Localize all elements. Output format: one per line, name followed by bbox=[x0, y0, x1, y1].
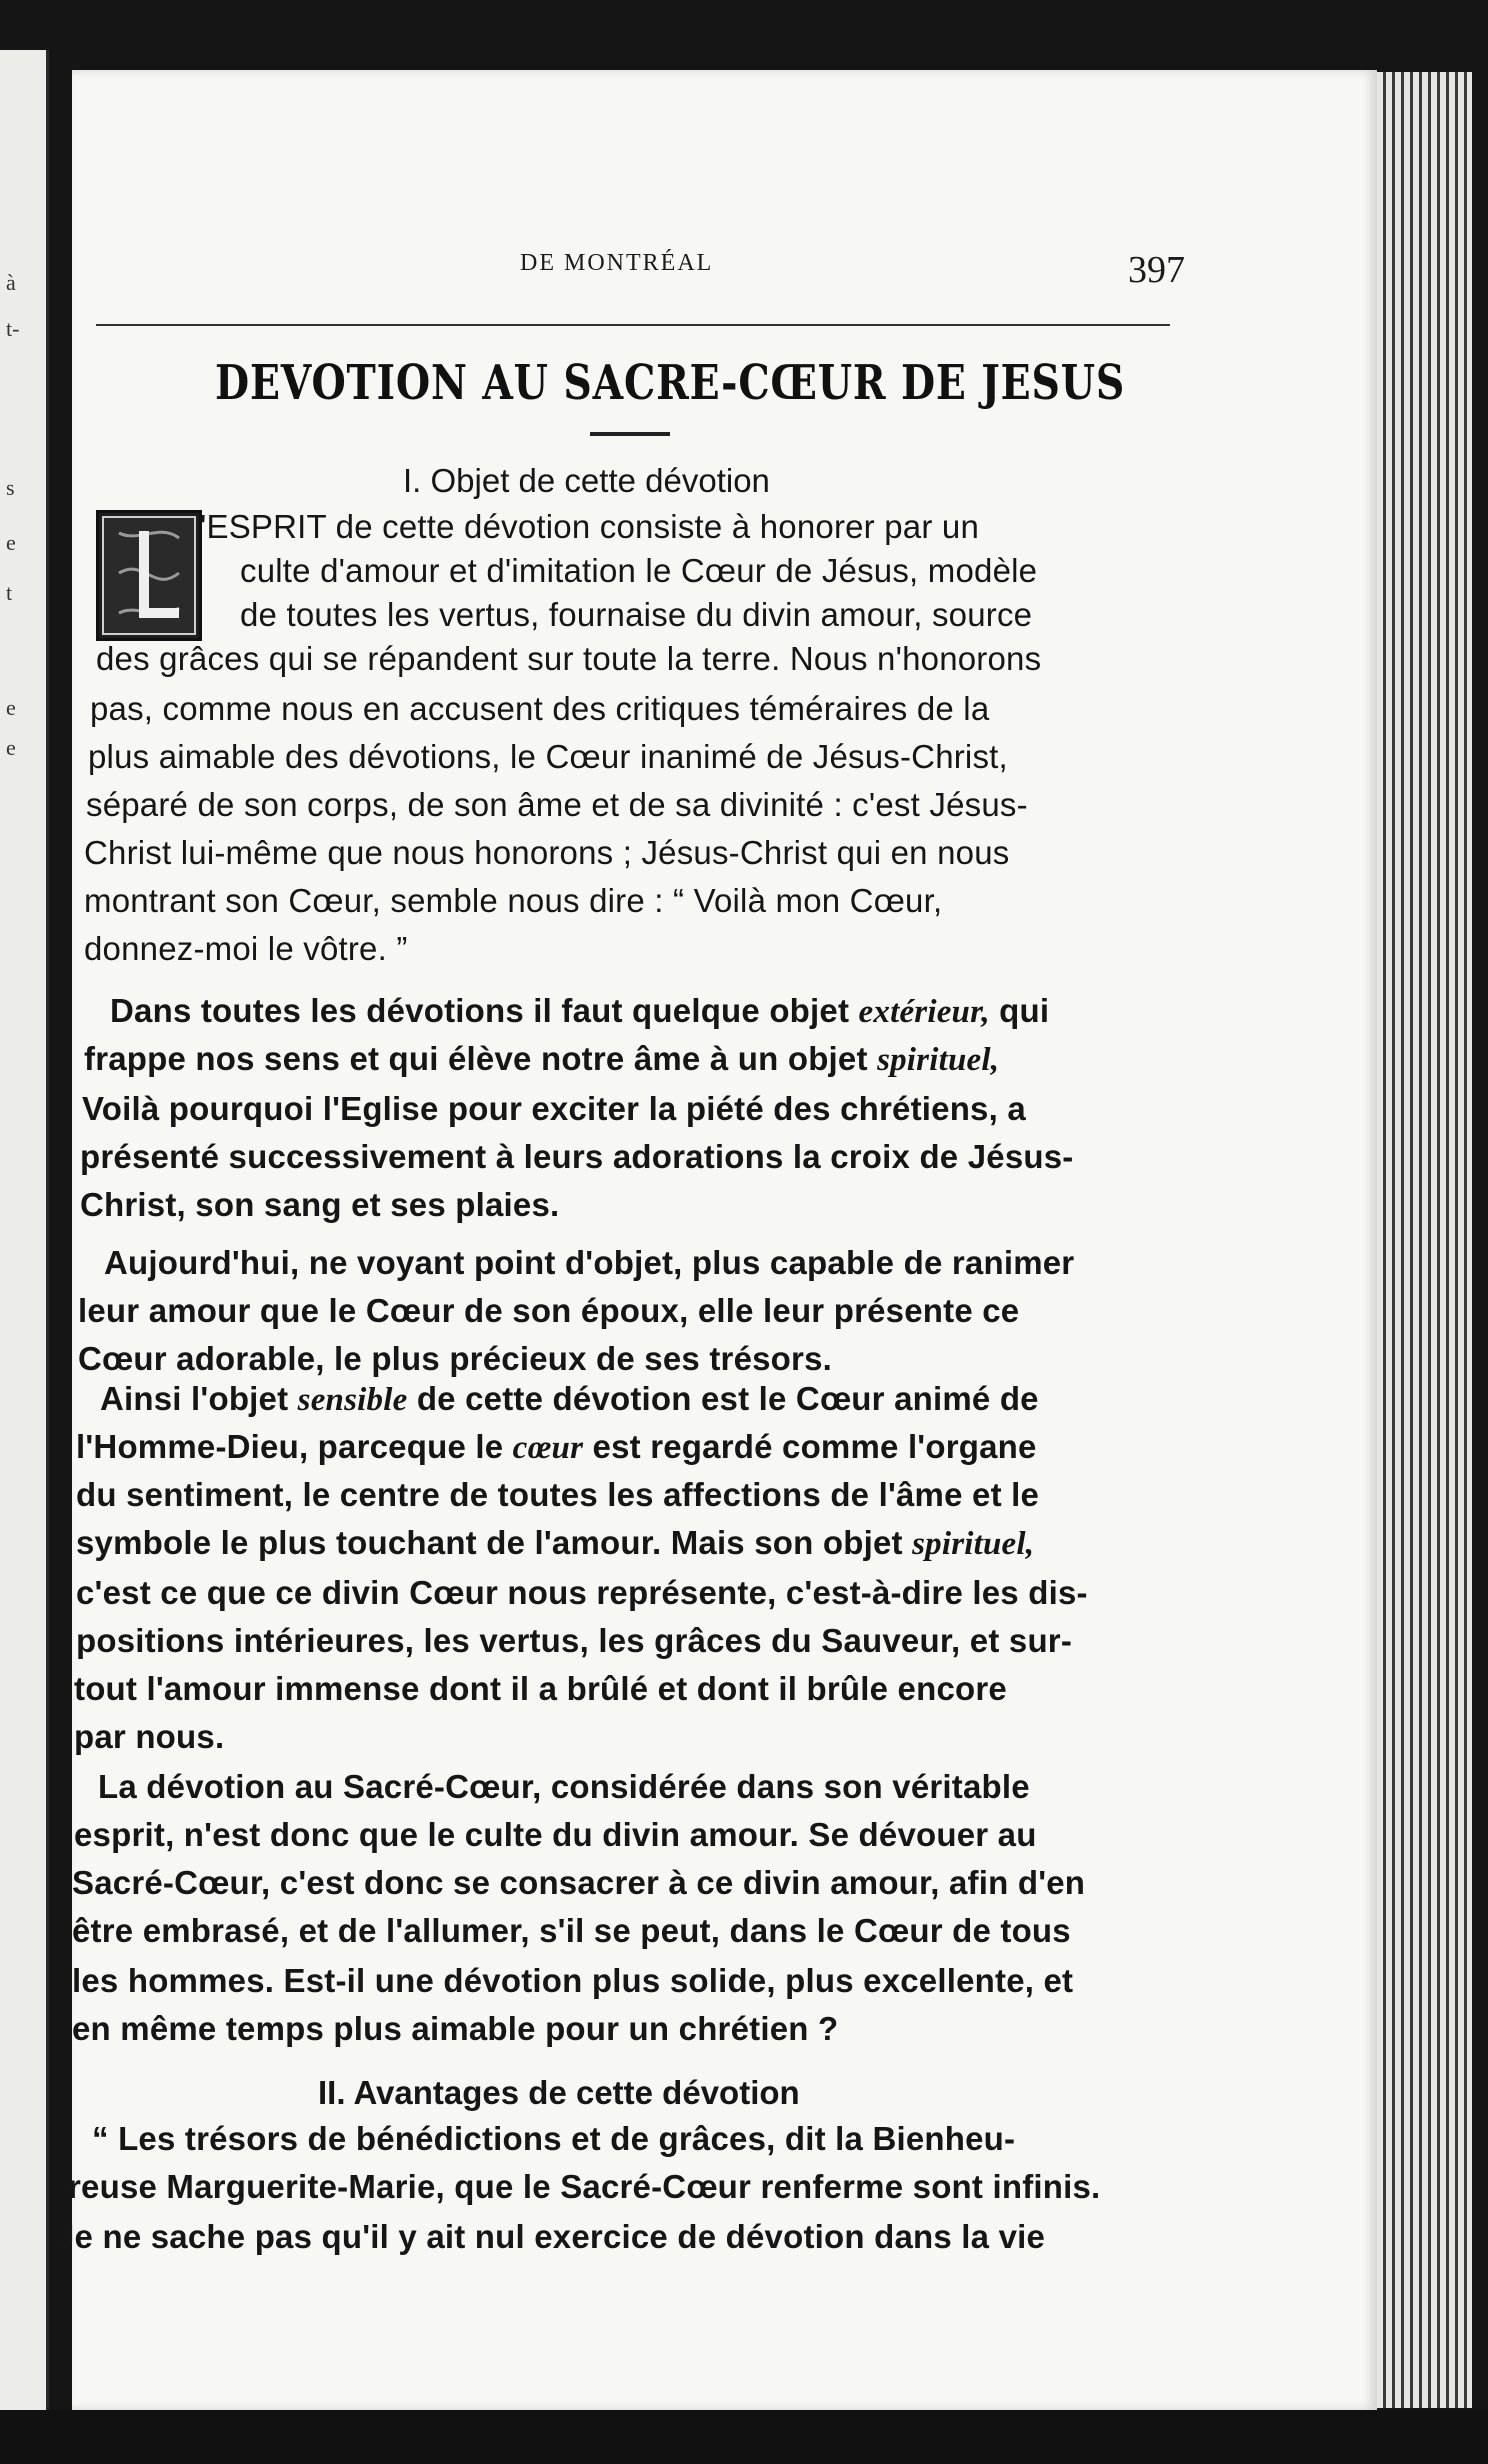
text-line: être embrasé, et de l'allumer, s'il se peut, dans le Cœur de tous bbox=[72, 1912, 1071, 1949]
title-rule bbox=[590, 432, 670, 436]
text-line bbox=[110, 992, 1049, 1031]
text-line bbox=[100, 1380, 1039, 1419]
text-line: des grâces qui se répandent sur toute la terre. Nous n'honorons bbox=[96, 640, 1042, 677]
italic-term: cœur bbox=[512, 1430, 584, 1466]
text-line: pas, comme nous en accusent des critiques téméraires de la bbox=[90, 690, 990, 727]
text-line: La dévotion au Sacré-Cœur, considérée dans son véritable bbox=[98, 1768, 1030, 1805]
text-line: séparé de son corps, de son âme et de sa divinité : c'est Jésus- bbox=[86, 786, 1028, 823]
text-line: positions intérieures, les vertus, les grâces du Sauveur, et sur- bbox=[76, 1622, 1073, 1659]
text-line: Je ne sache pas qu'il y ait nul exercice de dévotion dans la vie bbox=[56, 2218, 1046, 2255]
text-segment: de cette dévotion est le Cœur animé de bbox=[416, 1380, 1039, 1417]
text-line: montrant son Cœur, semble nous dire : “ Voilà mon Cœur, bbox=[84, 882, 943, 919]
adjacent-page-edge bbox=[0, 50, 49, 2410]
text-line: 'ESPRIT de cette dévotion consiste à honorer par un bbox=[200, 508, 980, 545]
text-line: du sentiment, le centre de toutes les affections de l'âme et le bbox=[76, 1476, 1040, 1513]
text-line: par nous. bbox=[74, 1718, 225, 1755]
text-segment: qui bbox=[999, 992, 1050, 1029]
text-line: culte d'amour et d'imitation le Cœur de Jésus, modèle bbox=[240, 552, 1038, 589]
text-line: les hommes. Est-il une dévotion plus solide, plus excellente, et bbox=[72, 1962, 1074, 1999]
text-line: Voilà pourquoi l'Eglise pour exciter la piété des chrétiens, a bbox=[82, 1090, 1026, 1127]
text-line: présenté successivement à leurs adorations la croix de Jésus- bbox=[80, 1138, 1074, 1175]
drop-cap-l-icon bbox=[96, 510, 202, 641]
text-line: esprit, n'est donc que le culte du divin amour. Se dévouer au bbox=[74, 1816, 1037, 1853]
text-line: Sacré-Cœur, c'est donc se consacrer à ce divin amour, afin d'en bbox=[72, 1864, 1086, 1901]
text-line: reuse Marguerite-Marie, que le Sacré-Cœur renferme sont infinis. bbox=[68, 2168, 1101, 2205]
margin-fragment: s bbox=[6, 475, 15, 500]
text-line bbox=[76, 1428, 1037, 1467]
margin-fragment: à bbox=[6, 270, 16, 295]
text-line: tout l'amour immense dont il a brûlé et dont il brûle encore bbox=[74, 1670, 1007, 1707]
text-segment: Ainsi l'objet bbox=[100, 1380, 289, 1417]
text-line: leur amour que le Cœur de son époux, elle leur présente ce bbox=[78, 1292, 1020, 1329]
text-line: Cœur adorable, le plus précieux de ses trésors. bbox=[78, 1340, 832, 1377]
text-segment: l'Homme-Dieu, parceque le bbox=[76, 1428, 504, 1465]
margin-fragment: e bbox=[6, 695, 16, 720]
scan-shadow bbox=[0, 2410, 1488, 2464]
text-segment: est regardé comme l'organe bbox=[592, 1428, 1037, 1465]
page-title: DEVOTION AU SACRE-CŒUR DE JESUS bbox=[215, 355, 1126, 411]
text-segment: symbole le plus touchant de l'amour. Mais son objet bbox=[76, 1524, 903, 1561]
header-rule bbox=[96, 324, 1170, 326]
text-line bbox=[84, 1040, 999, 1079]
margin-fragment: t- bbox=[6, 316, 20, 341]
text-line: de toutes les vertus, fournaise du divin amour, source bbox=[240, 596, 1033, 633]
text-line: Christ lui-même que nous honorons ; Jésus-Christ qui en nous bbox=[84, 834, 1010, 871]
section-heading: II. Avantages de cette dévotion bbox=[318, 2074, 800, 2111]
text-line: Aujourd'hui, ne voyant point d'objet, plus capable de ranimer bbox=[104, 1244, 1075, 1281]
italic-term: spirituel, bbox=[912, 1526, 1035, 1562]
margin-fragment: e bbox=[6, 735, 16, 760]
running-head: DE MONTRÉAL bbox=[520, 250, 714, 276]
text-line: plus aimable des dévotions, le Cœur inanimé de Jésus-Christ, bbox=[88, 738, 1008, 775]
text-line: c'est ce que ce divin Cœur nous représente, c'est-à-dire les dis- bbox=[76, 1574, 1088, 1611]
page-number: 397 bbox=[1128, 249, 1185, 291]
page-edges bbox=[1377, 72, 1472, 2408]
text-line: en même temps plus aimable pour un chrétien ? bbox=[72, 2010, 839, 2047]
italic-term: sensible bbox=[297, 1382, 408, 1418]
text-segment: frappe nos sens et qui élève notre âme à un objet bbox=[84, 1040, 868, 1077]
text-line: “ Les trésors de bénédictions et de grâces, dit la Bienheu- bbox=[92, 2120, 1016, 2157]
book-page bbox=[72, 70, 1377, 2410]
italic-term: extérieur, bbox=[858, 994, 990, 1030]
section-heading: I. Objet de cette dévotion bbox=[403, 462, 770, 499]
text-line bbox=[76, 1524, 1034, 1563]
text-segment: Dans toutes les dévotions il faut quelque objet bbox=[110, 992, 850, 1029]
margin-fragment: e bbox=[6, 530, 16, 555]
margin-fragment: t bbox=[6, 580, 13, 605]
text-line: Christ, son sang et ses plaies. bbox=[80, 1186, 560, 1223]
italic-term: spirituel, bbox=[877, 1042, 1000, 1078]
text-line: donnez-moi le vôtre. ” bbox=[84, 930, 408, 967]
